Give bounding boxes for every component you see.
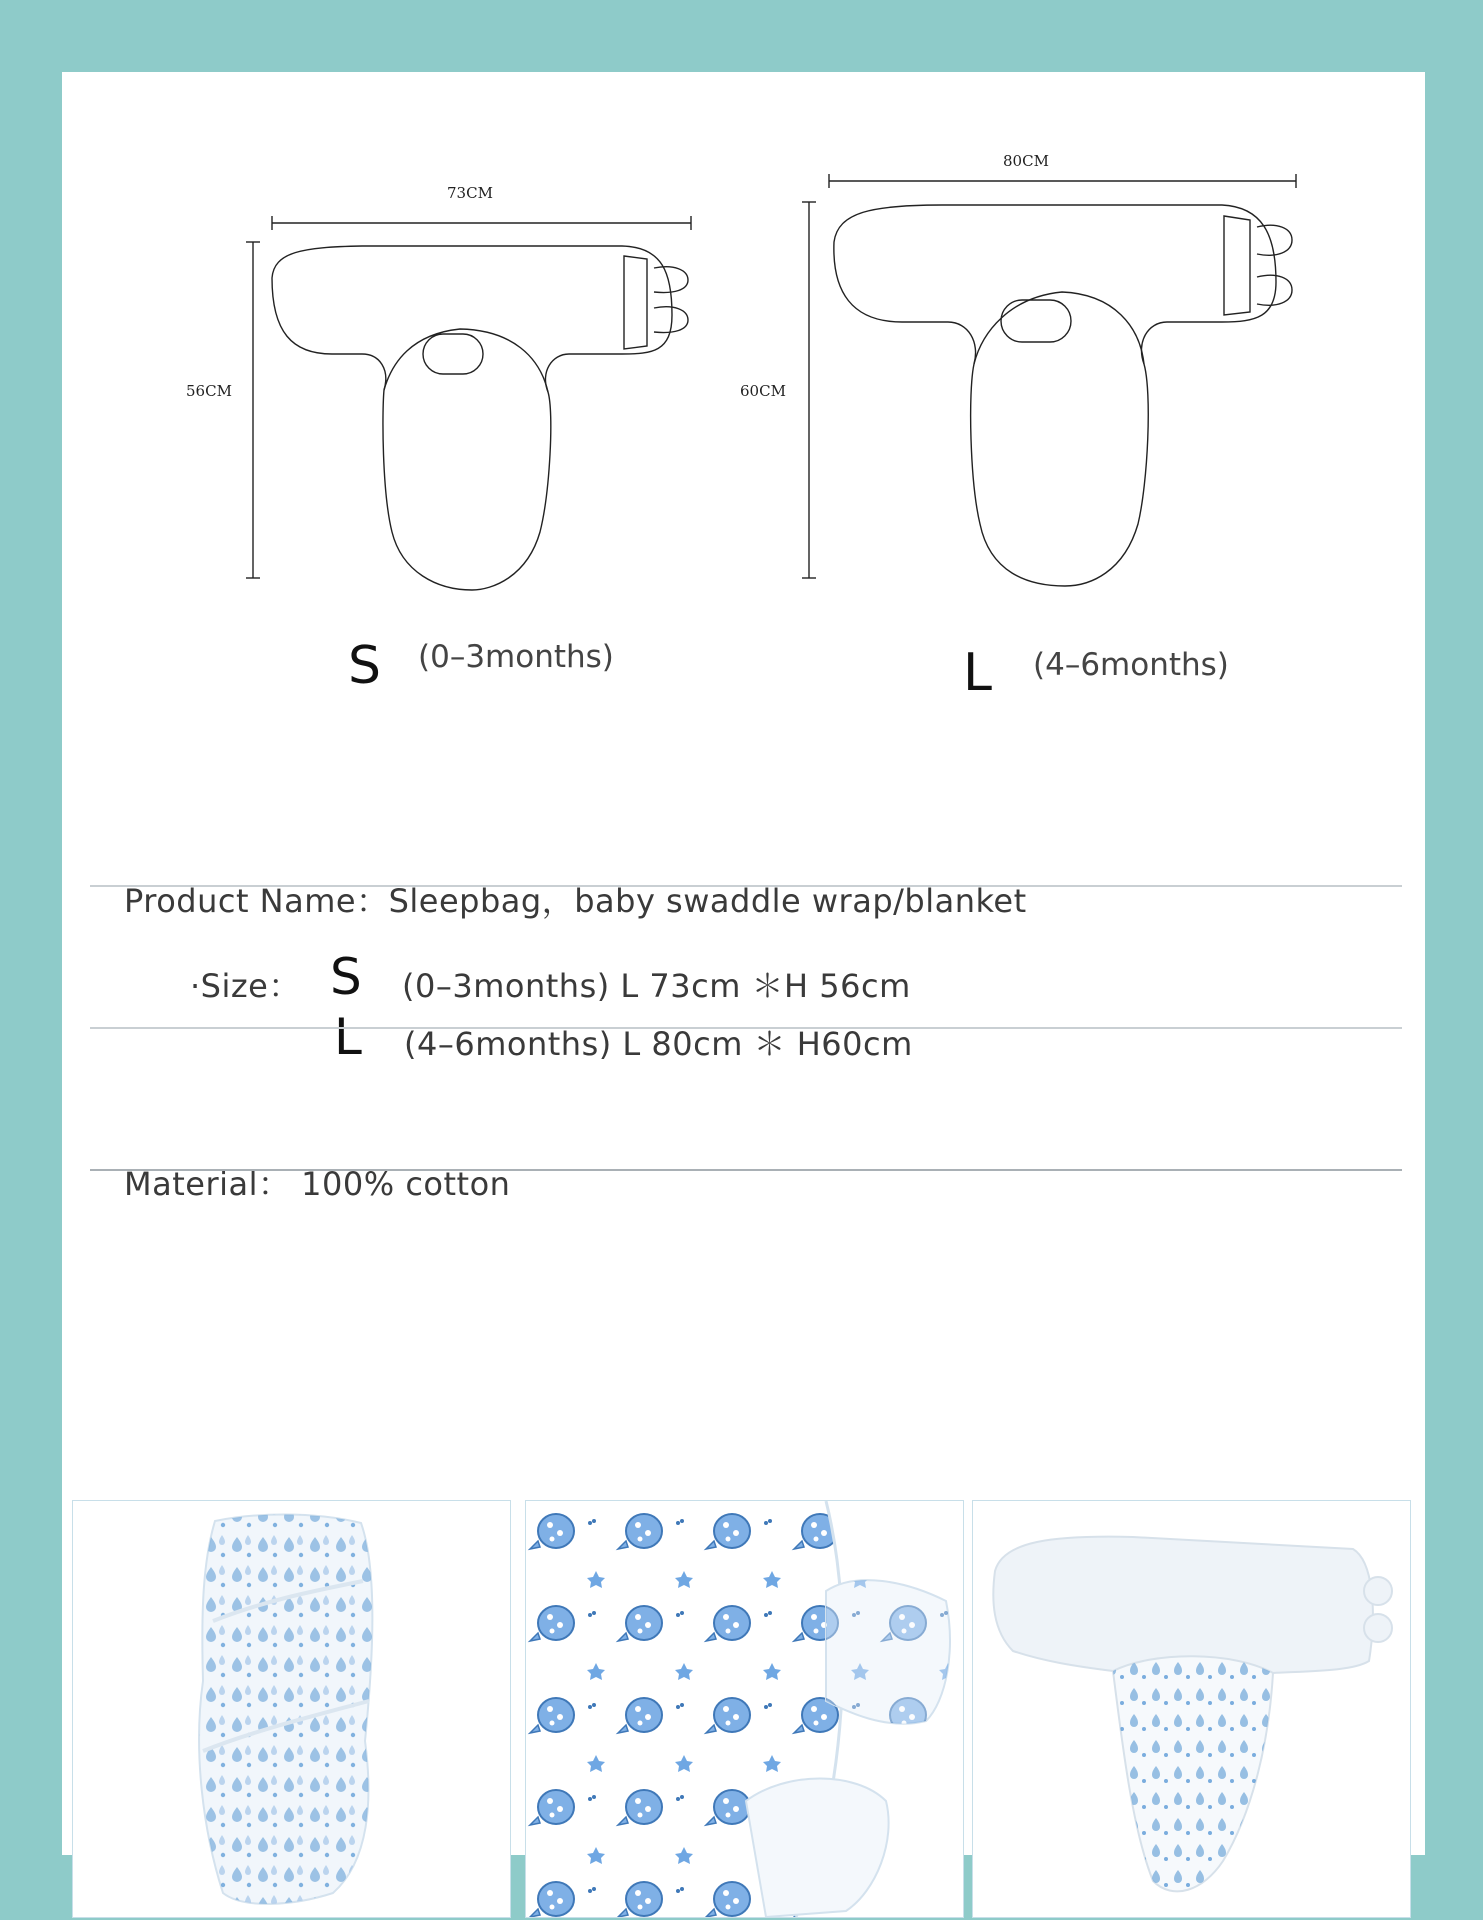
divider-size: [90, 1027, 1402, 1029]
large-height-dimension: [802, 202, 816, 578]
large-size-letter: L: [963, 643, 992, 703]
small-width-label: 73CM: [447, 184, 493, 202]
small-height-dimension: [246, 242, 260, 578]
size-s-letter: S: [330, 948, 362, 1006]
product-card: [62, 72, 1425, 1855]
small-height-label: 56CM: [186, 382, 232, 400]
photo-wrapped-swaddle: [72, 1500, 511, 1918]
divider-material: [90, 1169, 1402, 1171]
size-label: ·Size：: [190, 967, 301, 1005]
large-swaddle-outline: [834, 205, 1292, 586]
large-width-dimension: [829, 174, 1296, 188]
size-diagrams: [62, 72, 1425, 632]
material: Material： 100% cotton: [124, 1165, 511, 1203]
whale-print-illustration: [526, 1501, 963, 1917]
open-swaddle-illustration: [973, 1501, 1410, 1917]
photo-whale-print-closeup: [525, 1500, 964, 1918]
photo-open-swaddle: [972, 1500, 1411, 1918]
size-l-detail: (4–6months) L 80cm ＊ H60cm: [404, 1025, 913, 1063]
small-width-dimension: [272, 216, 691, 230]
small-swaddle-outline: [272, 246, 688, 590]
large-width-label: 80CM: [1003, 152, 1049, 170]
large-height-label: 60CM: [740, 382, 786, 400]
size-s-detail: (0–3months) L 73cm ＊H 56cm: [402, 967, 911, 1005]
product-name: Product Name：Sleepbag，baby swaddle wrap/blanket: [124, 882, 1027, 920]
divider-product: [90, 885, 1402, 887]
wrapped-swaddle-illustration: [73, 1501, 510, 1917]
size-l-letter: L: [334, 1008, 362, 1066]
small-age-range: (0–3months): [418, 639, 614, 675]
small-size-letter: S: [348, 636, 382, 696]
large-age-range: (4–6months): [1033, 647, 1229, 683]
